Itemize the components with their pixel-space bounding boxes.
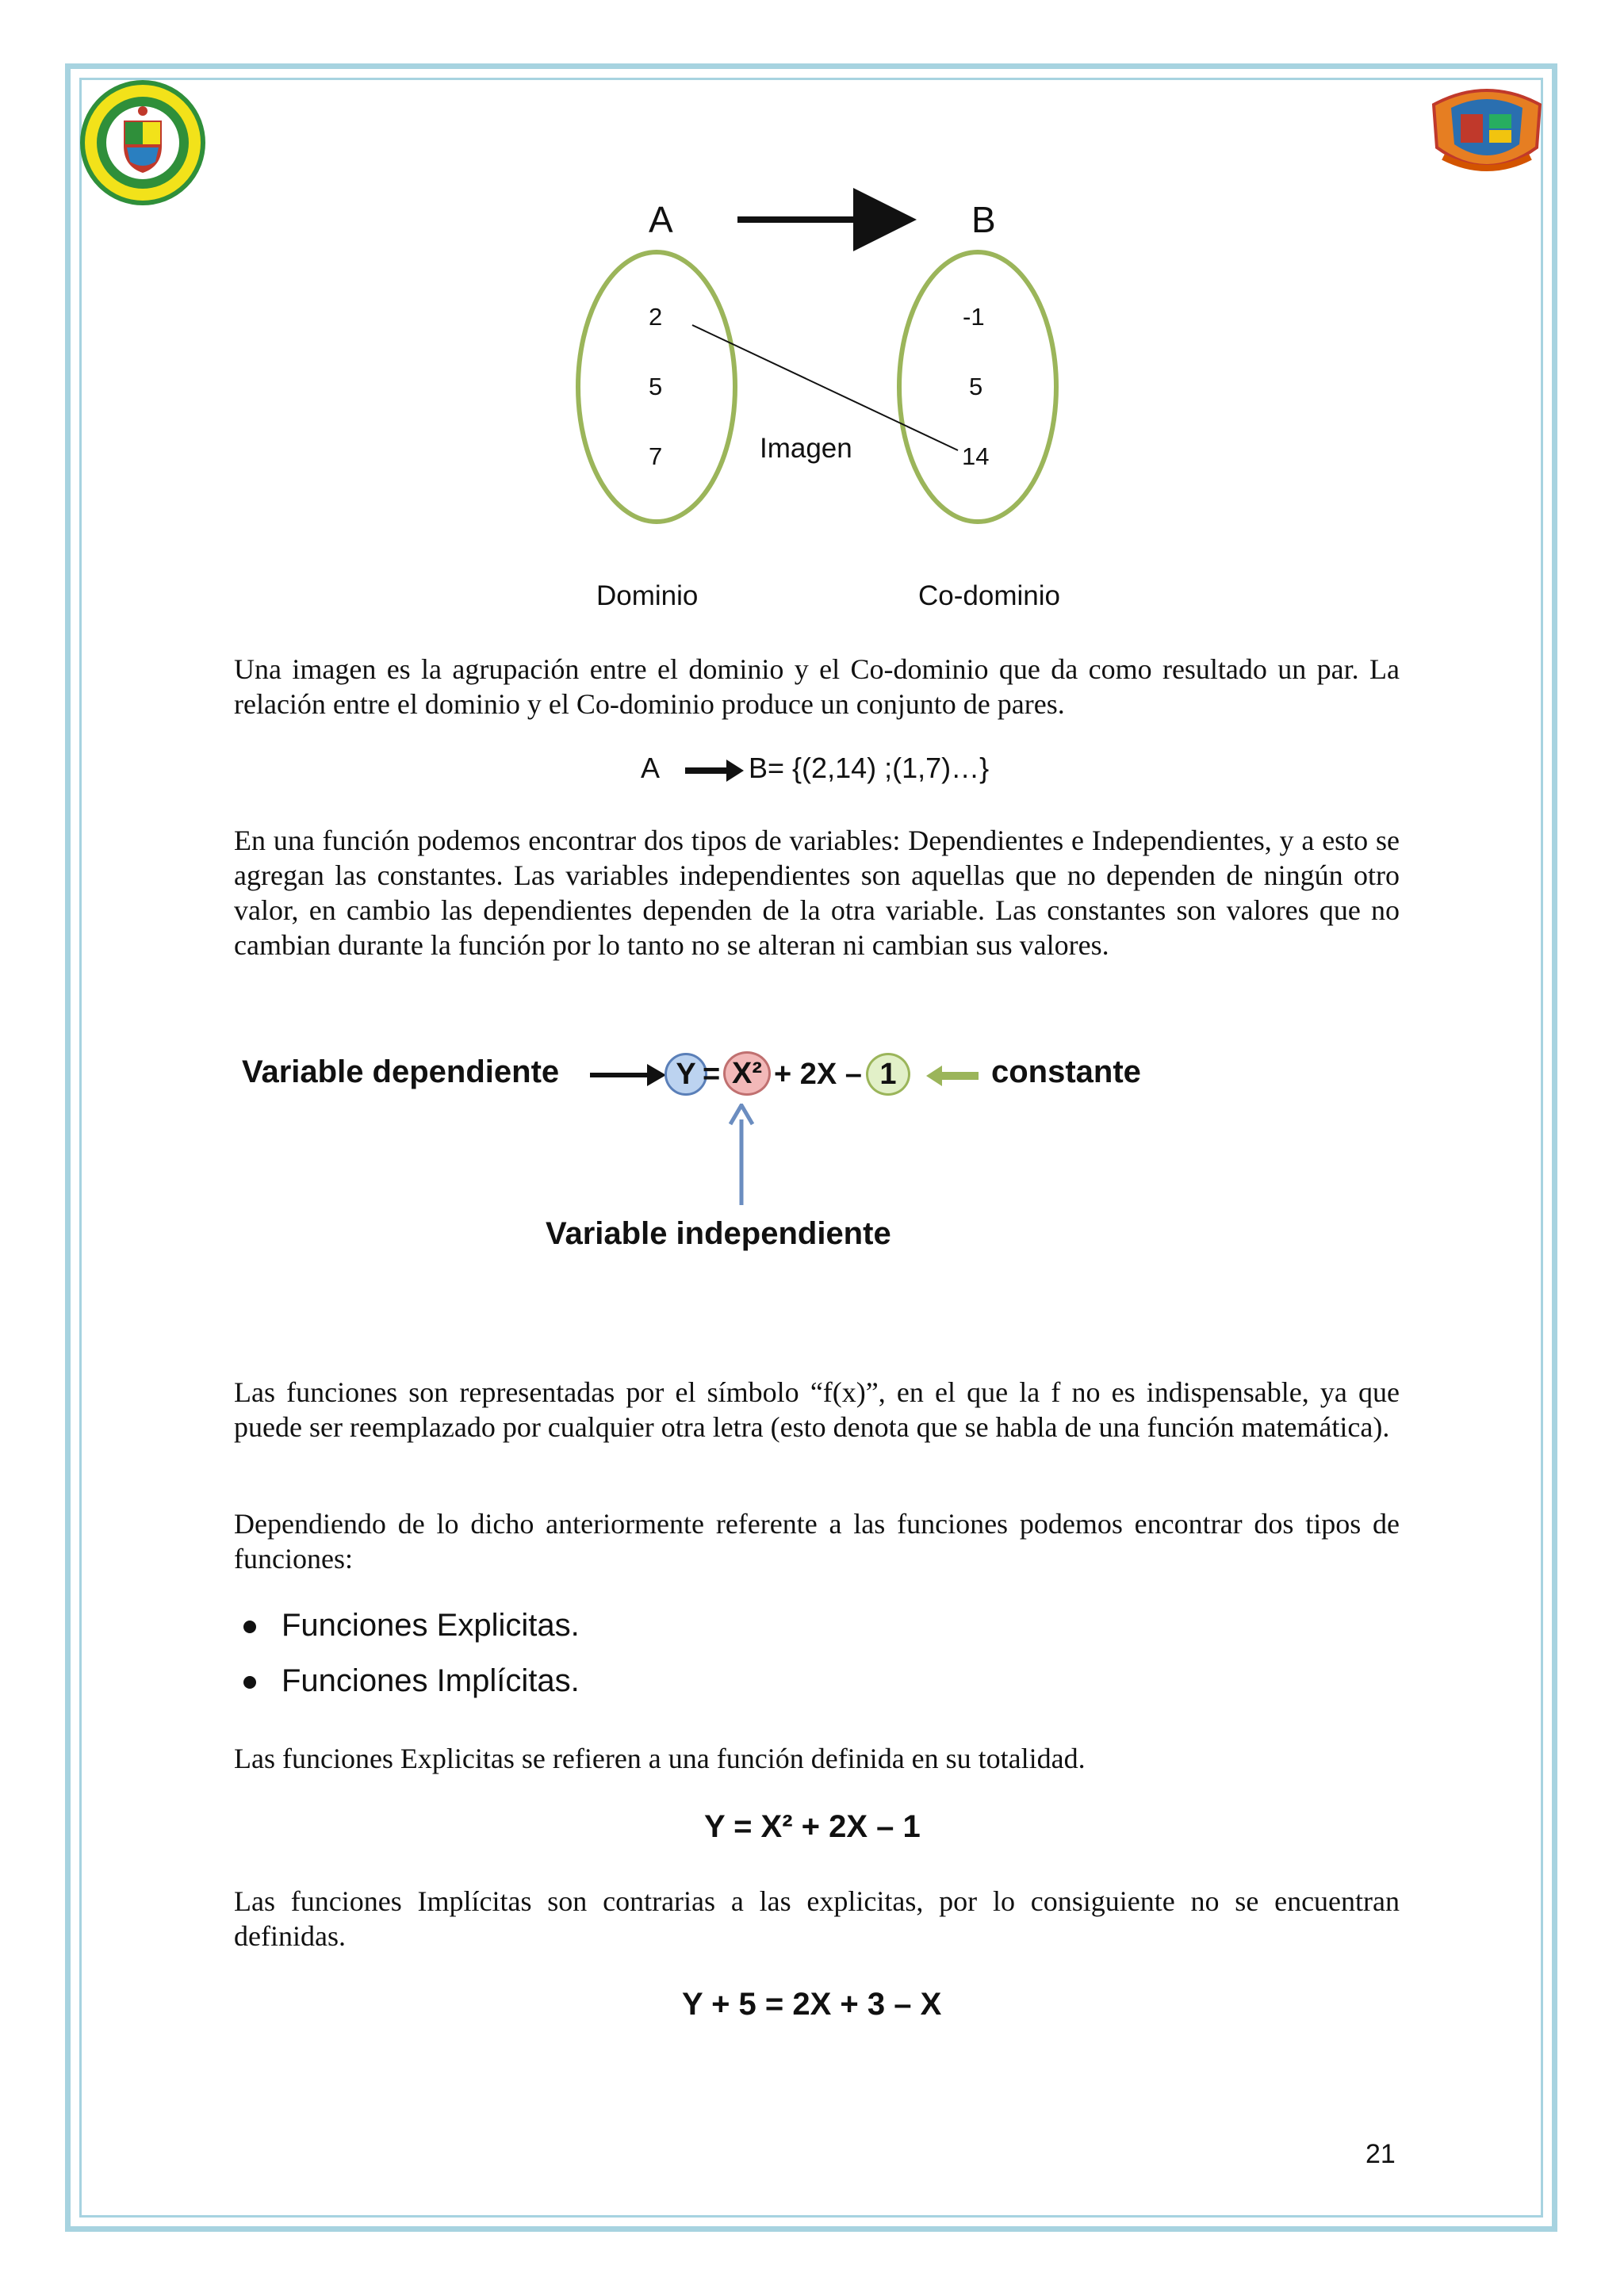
paragraph-image-definition: Una imagen es la agrupación entre el dominio y el Co-dominio que da como resultado un par. La relación entre el dominio y el Co-dominio produce un conjunto de pares. bbox=[234, 653, 1400, 720]
independent-variable-label: Variable independiente bbox=[546, 1216, 891, 1251]
paragraph-function-types: Dependiendo de lo dicho anteriormente referente a las funciones podemos encontrar dos tipos de funciones: bbox=[234, 1508, 1400, 1575]
y-variable-circle: Y bbox=[665, 1053, 707, 1096]
set-b-element: 5 bbox=[969, 373, 983, 400]
constant-arrow-icon bbox=[925, 1062, 980, 1089]
x-squared-circle: X² bbox=[723, 1051, 771, 1096]
set-a-element: 7 bbox=[649, 442, 663, 470]
set-b-element: 14 bbox=[962, 442, 990, 470]
mapping-left-set: A bbox=[641, 752, 661, 784]
paragraph-explicit-functions: Las funciones Explicitas se refieren a una función definida en su totalidad. bbox=[234, 1743, 1086, 1774]
mapping-pairs: B= {(2,14) ;(1,7)…} bbox=[749, 752, 990, 784]
dependent-arrow-icon bbox=[588, 1059, 668, 1091]
page-number: 21 bbox=[1365, 2139, 1396, 2169]
set-a-label: A bbox=[649, 199, 673, 240]
codomain-label: Co-dominio bbox=[918, 580, 1060, 611]
paragraph-function-notation: Las funciones son representadas por el símbolo “f(x)”, en el que la f no es indispensable, ya que puede ser reemplazado por cualquier otra letra (esto denota que se habla de una función matemática). bbox=[234, 1376, 1400, 1443]
set-mapping-diagram bbox=[0, 0, 1624, 650]
paragraph-implicit-functions: Las funciones Implícitas son contrarias a las explicitas, por lo consiguiente no se encuentran definidas. bbox=[234, 1885, 1400, 1952]
domain-label: Dominio bbox=[596, 580, 699, 611]
image-label: Imagen bbox=[760, 433, 852, 464]
paragraph-variables: En una función podemos encontrar dos tipos de variables: Dependientes e Independientes, y a esto se agregan las constantes. Las variables independientes son aquellas que no dependen de ningún otro valor, en cambio las dependientes dependen de la otra variable. Las constantes son valores que no cambian durante la función por lo tanto no se alteran ni cambian sus valores. bbox=[234, 825, 1400, 961]
set-a-element: 5 bbox=[649, 373, 663, 400]
list-item bbox=[282, 1608, 580, 1644]
independent-arrow-icon bbox=[728, 1104, 755, 1207]
bullet-icon bbox=[243, 1621, 256, 1633]
list-item bbox=[282, 1663, 580, 1699]
equation-middle-terms: + 2X – bbox=[774, 1058, 862, 1091]
bullet-text: Funciones Explicitas. bbox=[282, 1608, 580, 1643]
implicit-equation: Y + 5 = 2X + 3 – X bbox=[682, 1987, 942, 2022]
dependent-variable-label: Variable dependiente bbox=[242, 1054, 560, 1089]
equals-sign: = bbox=[703, 1058, 721, 1091]
mapping-small-arrow-icon bbox=[682, 755, 745, 786]
set-b-label: B bbox=[971, 199, 996, 240]
explicit-equation: Y = X² + 2X – 1 bbox=[704, 1809, 921, 1844]
set-a-element: 2 bbox=[649, 303, 663, 331]
constant-circle: 1 bbox=[866, 1053, 910, 1096]
bullet-icon bbox=[243, 1676, 256, 1689]
constant-label: constante bbox=[991, 1054, 1141, 1089]
bullet-text: Funciones Implícitas. bbox=[282, 1663, 580, 1698]
set-b-element: -1 bbox=[963, 303, 985, 331]
